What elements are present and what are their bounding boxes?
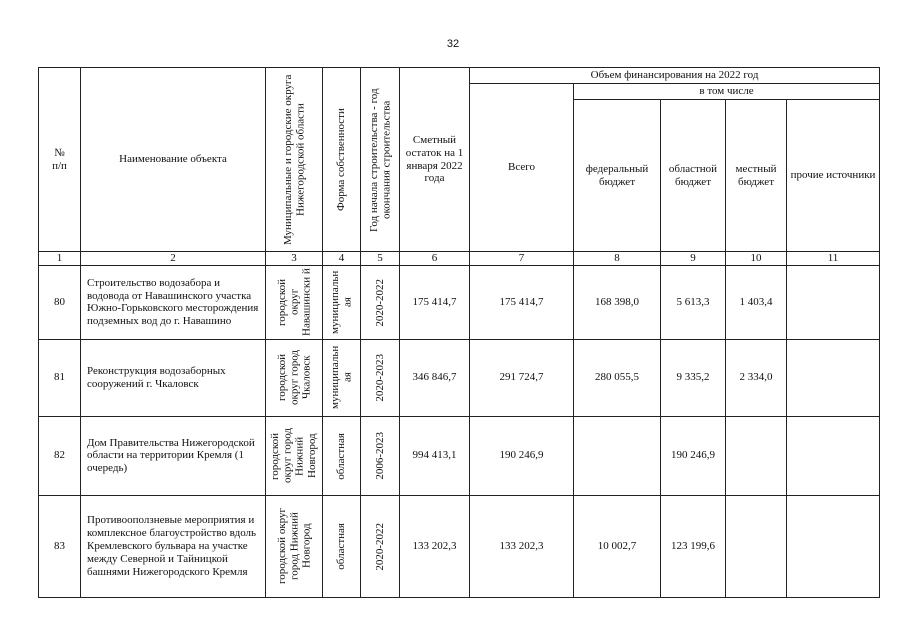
column-number: 2 bbox=[81, 252, 266, 266]
header-other: прочие источники bbox=[787, 100, 880, 252]
estimate-cell: 133 202,3 bbox=[400, 495, 470, 597]
table-row bbox=[39, 339, 880, 416]
column-number-row bbox=[39, 252, 880, 266]
municipality-cell: городской округ Навашински й bbox=[266, 265, 323, 339]
row-number: 82 bbox=[39, 416, 81, 495]
other-cell bbox=[787, 495, 880, 597]
ownership-cell: областная bbox=[323, 495, 361, 597]
local-cell: 2 334,0 bbox=[726, 339, 787, 416]
column-number: 7 bbox=[470, 252, 574, 266]
row-number: 80 bbox=[39, 265, 81, 339]
other-cell bbox=[787, 339, 880, 416]
ownership-cell: муниципальн ая bbox=[323, 339, 361, 416]
header-total: Всего bbox=[470, 84, 574, 252]
object-name: Дом Правительства Нижегородской области на территории Кремля (1 очередь) bbox=[81, 416, 266, 495]
column-number: 3 bbox=[266, 252, 323, 266]
years-cell: 2020-2023 bbox=[361, 339, 400, 416]
estimate-cell: 994 413,1 bbox=[400, 416, 470, 495]
object-name: Реконструкция водозаборных сооружений г. Чкаловск bbox=[81, 339, 266, 416]
column-number: 1 bbox=[39, 252, 81, 266]
header-ownership: Форма собственности bbox=[323, 68, 361, 252]
total-cell: 291 724,7 bbox=[470, 339, 574, 416]
federal-cell: 280 055,5 bbox=[574, 339, 661, 416]
header-municipality: Муниципальные и городские округа Нижегородской области bbox=[266, 68, 323, 252]
other-cell bbox=[787, 265, 880, 339]
federal-cell bbox=[574, 416, 661, 495]
row-number: 81 bbox=[39, 339, 81, 416]
regional-cell: 190 246,9 bbox=[661, 416, 726, 495]
header-years: Год начала строительства - год окончания строительства bbox=[361, 68, 400, 252]
column-number: 6 bbox=[400, 252, 470, 266]
table-row bbox=[39, 265, 880, 339]
column-number: 4 bbox=[323, 252, 361, 266]
regional-cell: 9 335,2 bbox=[661, 339, 726, 416]
local-cell: 1 403,4 bbox=[726, 265, 787, 339]
header-regional: областной бюджет bbox=[661, 100, 726, 252]
estimate-cell: 175 414,7 bbox=[400, 265, 470, 339]
header-name: Наименование объекта bbox=[81, 68, 266, 252]
row-number: 83 bbox=[39, 495, 81, 597]
header-federal: федеральный бюджет bbox=[574, 100, 661, 252]
page-number: 32 bbox=[446, 38, 460, 50]
header-estimate: Сметный остаток на 1 января 2022 года bbox=[400, 68, 470, 252]
column-number: 10 bbox=[726, 252, 787, 266]
regional-cell: 5 613,3 bbox=[661, 265, 726, 339]
total-cell: 133 202,3 bbox=[470, 495, 574, 597]
table-row bbox=[39, 495, 880, 597]
header-num: № п/п bbox=[39, 68, 81, 252]
total-cell: 190 246,9 bbox=[470, 416, 574, 495]
municipality-cell: городской округ город Нижний Новгород bbox=[266, 495, 323, 597]
years-cell: 2020-2022 bbox=[361, 265, 400, 339]
header-local: местный бюджет bbox=[726, 100, 787, 252]
federal-cell: 10 002,7 bbox=[574, 495, 661, 597]
ownership-cell: областная bbox=[323, 416, 361, 495]
column-number: 8 bbox=[574, 252, 661, 266]
years-cell: 2006-2023 bbox=[361, 416, 400, 495]
funding-table bbox=[38, 67, 880, 598]
column-number: 5 bbox=[361, 252, 400, 266]
header-including: в том числе bbox=[574, 84, 880, 100]
regional-cell: 123 199,6 bbox=[661, 495, 726, 597]
local-cell bbox=[726, 495, 787, 597]
other-cell bbox=[787, 416, 880, 495]
column-number: 9 bbox=[661, 252, 726, 266]
header-funding-group: Объем финансирования на 2022 год bbox=[470, 68, 880, 84]
column-number: 11 bbox=[787, 252, 880, 266]
years-cell: 2020-2022 bbox=[361, 495, 400, 597]
ownership-cell: муниципальн ая bbox=[323, 265, 361, 339]
municipality-cell: городской округ город Нижний Новгород bbox=[266, 416, 323, 495]
object-name: Противооползневые мероприятия и комплексное благоустройство вдоль Кремлевского бульвара на участке между Северной и Тайницкой башнями Нижегородского Кремля bbox=[81, 495, 266, 597]
table-row bbox=[39, 416, 880, 495]
object-name: Строительство водозабора и водовода от Навашинского участка Южно-Горьковского месторождения подземных вод до г. Навашино bbox=[81, 265, 266, 339]
total-cell: 175 414,7 bbox=[470, 265, 574, 339]
federal-cell: 168 398,0 bbox=[574, 265, 661, 339]
estimate-cell: 346 846,7 bbox=[400, 339, 470, 416]
local-cell bbox=[726, 416, 787, 495]
municipality-cell: городской округ город Чкаловск bbox=[266, 339, 323, 416]
